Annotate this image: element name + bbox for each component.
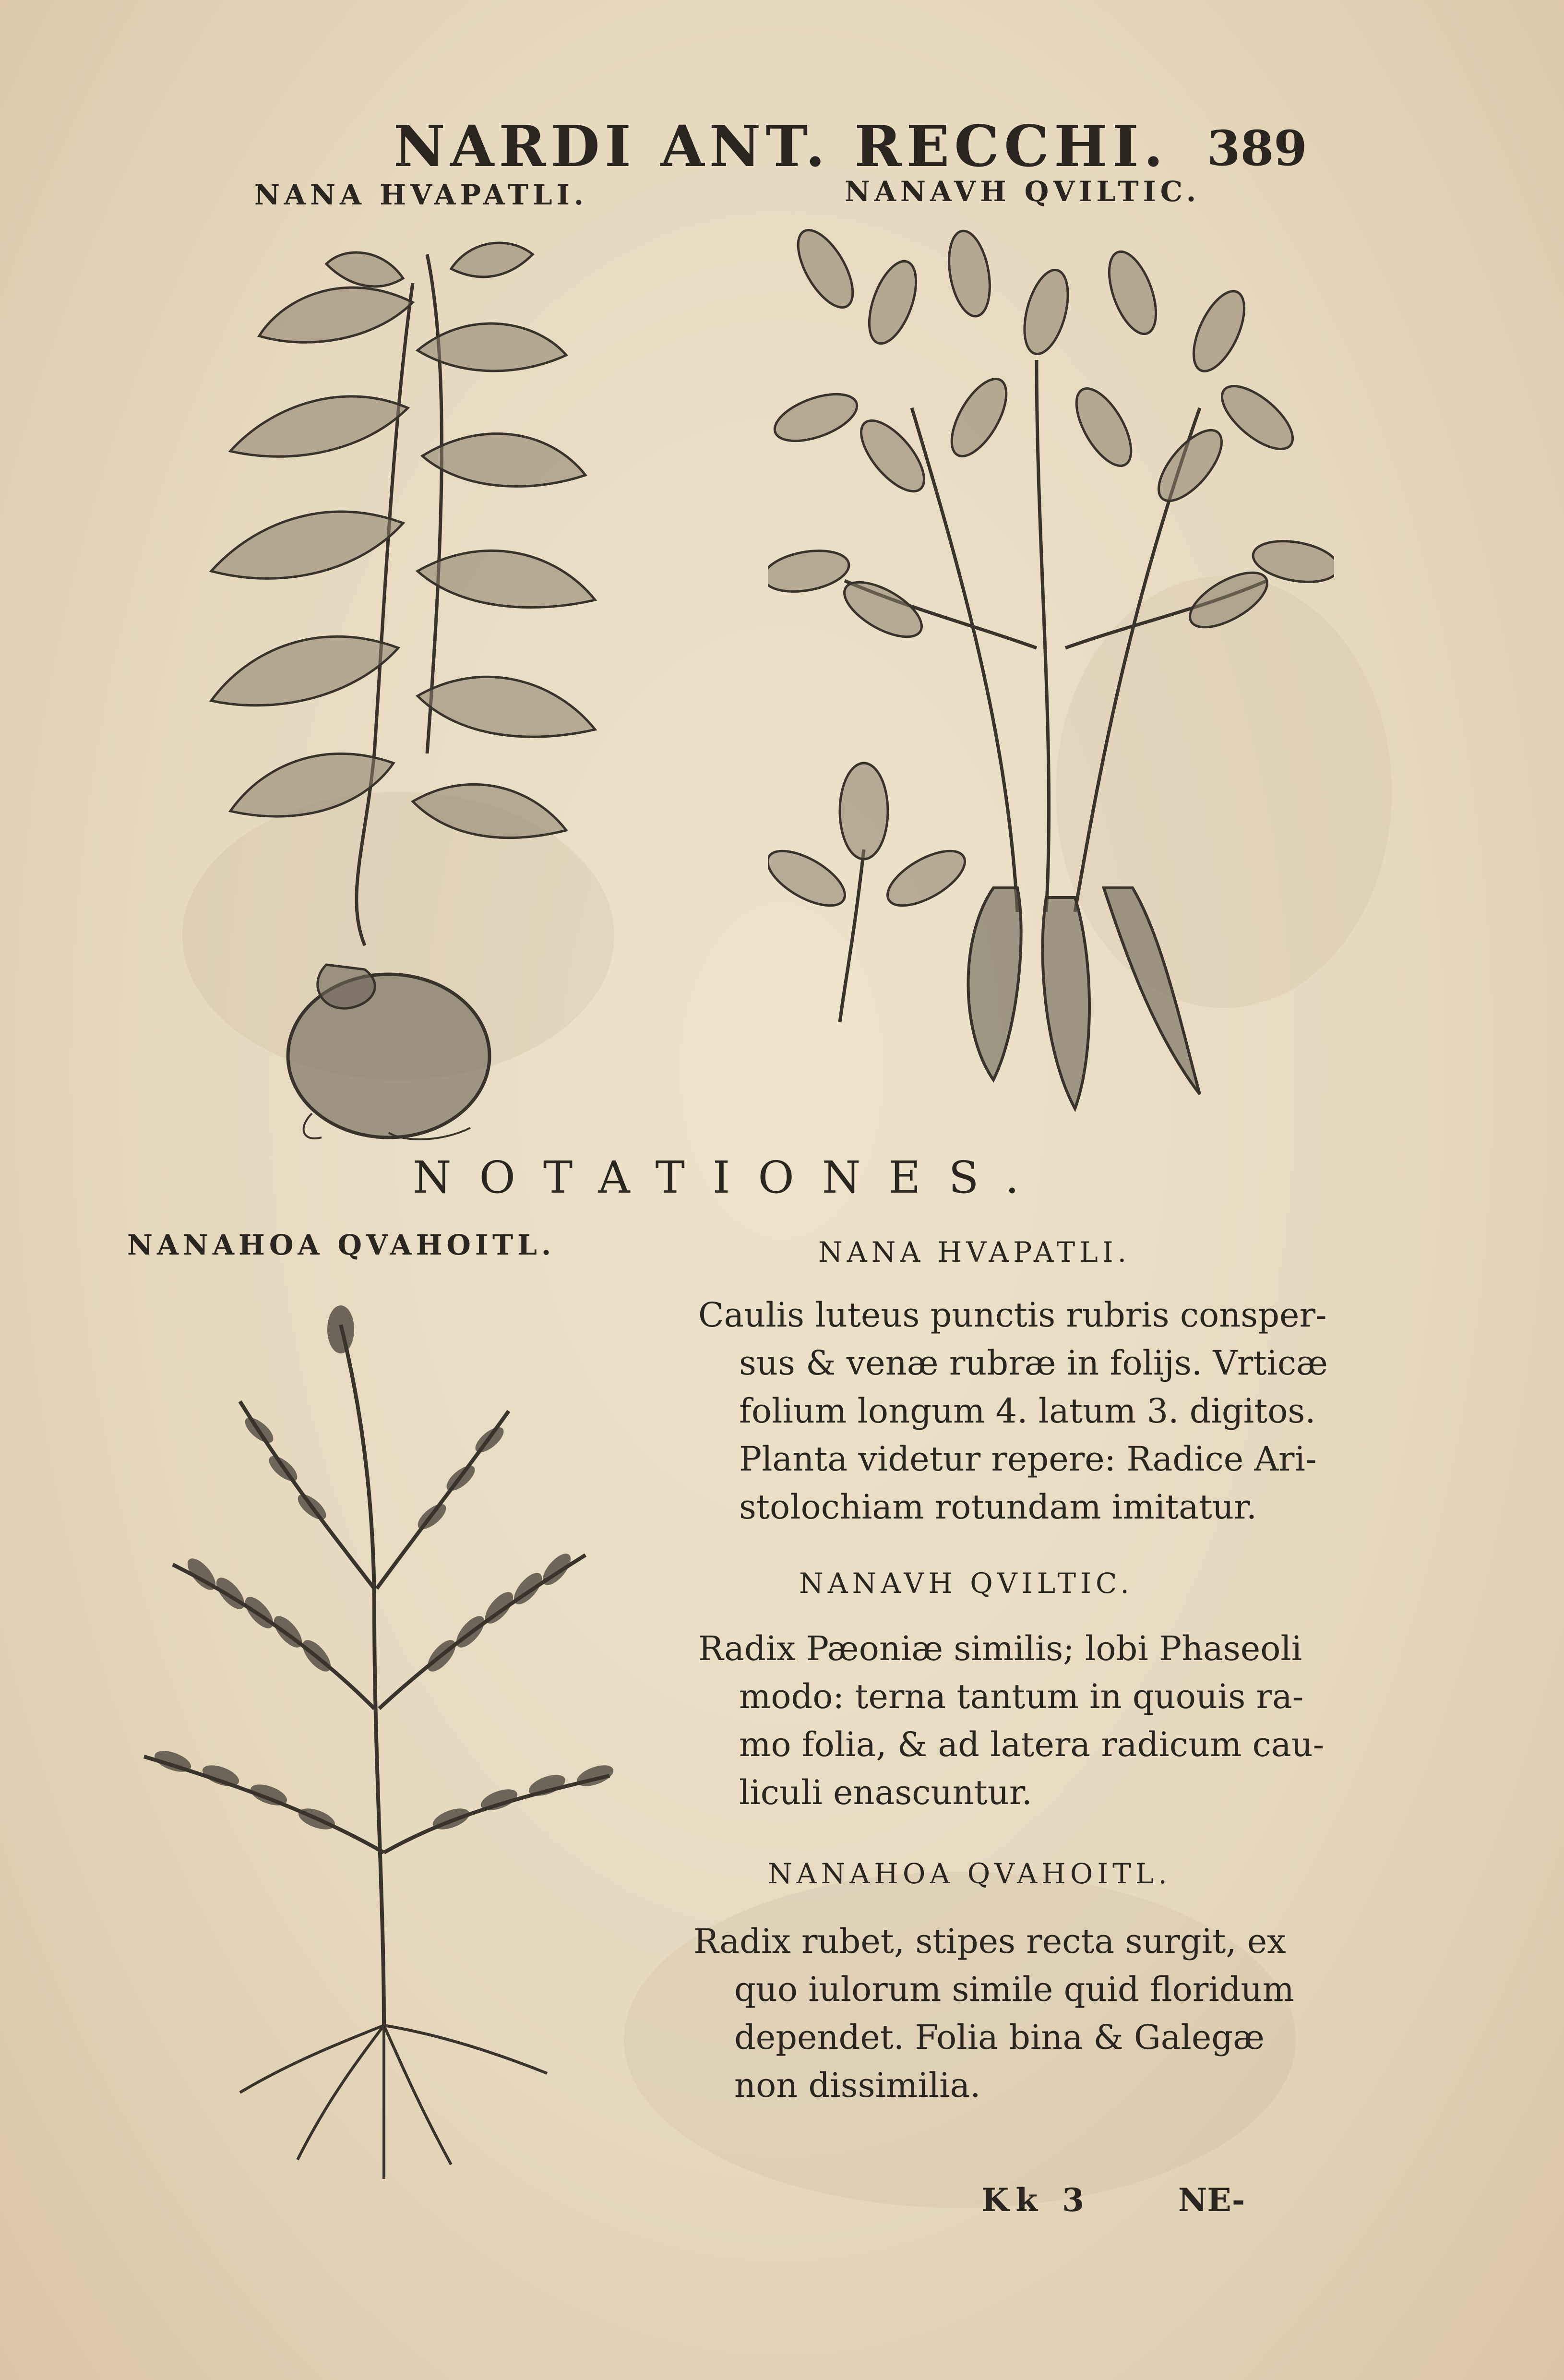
text-line: non dissimilia.: [734, 2066, 981, 2105]
text-line: Caulis luteus punctis rubris consper-: [698, 1295, 1327, 1335]
text-line: liculi enascuntur.: [739, 1773, 1032, 1812]
woodcut-nanahoa-quahoitl: [115, 1277, 633, 2189]
section-text: [698, 1291, 1328, 1531]
text-line: stolochiam rotundam imitatur.: [739, 1487, 1257, 1527]
figure-caption: NANAHOA QVAHOITL.: [127, 1229, 556, 1261]
text-line: Radix Pæoniæ similis; lobi Phaseoli: [698, 1629, 1302, 1668]
text-line: folium longum 4. latum 3. digitos.: [739, 1391, 1316, 1431]
section-text: [698, 1625, 1324, 1817]
text-line: mo folia, & ad latera radicum cau-: [739, 1725, 1325, 1764]
figure-caption: NANA HVAPATLI.: [254, 179, 588, 211]
section-title: NANA HVAPATLI.: [818, 1236, 1131, 1268]
woodcut-nanavh-quiltic: [768, 216, 1334, 1137]
running-head: NARDI ANT. RECCHI.: [394, 113, 1168, 179]
text-line: quo iulorum simile quid floridum: [734, 1970, 1294, 2009]
page-number: 389: [1207, 120, 1307, 177]
figure-caption: NANAVH QVILTIC.: [845, 175, 1201, 208]
text-line: sus & venæ rubræ in folijs. Vrticæ: [739, 1343, 1328, 1383]
section-title: NANAVH QVILTIC.: [799, 1567, 1134, 1600]
section-title: NANAHOA QVAHOITL.: [768, 1857, 1171, 1890]
text-line: Planta videtur repere: Radice Ari-: [739, 1439, 1317, 1479]
notationes-heading: NOTATIONES.: [413, 1152, 1047, 1203]
section-text: [693, 1917, 1294, 2109]
text-line: Radix rubet, stipes recta surgit, ex: [693, 1922, 1286, 1961]
signature-mark: Kk 3: [981, 2181, 1091, 2219]
text-line: dependet. Folia bina & Galegæ: [734, 2018, 1265, 2057]
catchword: NE-: [1178, 2181, 1245, 2219]
text-line: modo: terna tantum in quouis ra-: [739, 1677, 1304, 1716]
woodcut-nana-hvapatli: [202, 226, 624, 1147]
